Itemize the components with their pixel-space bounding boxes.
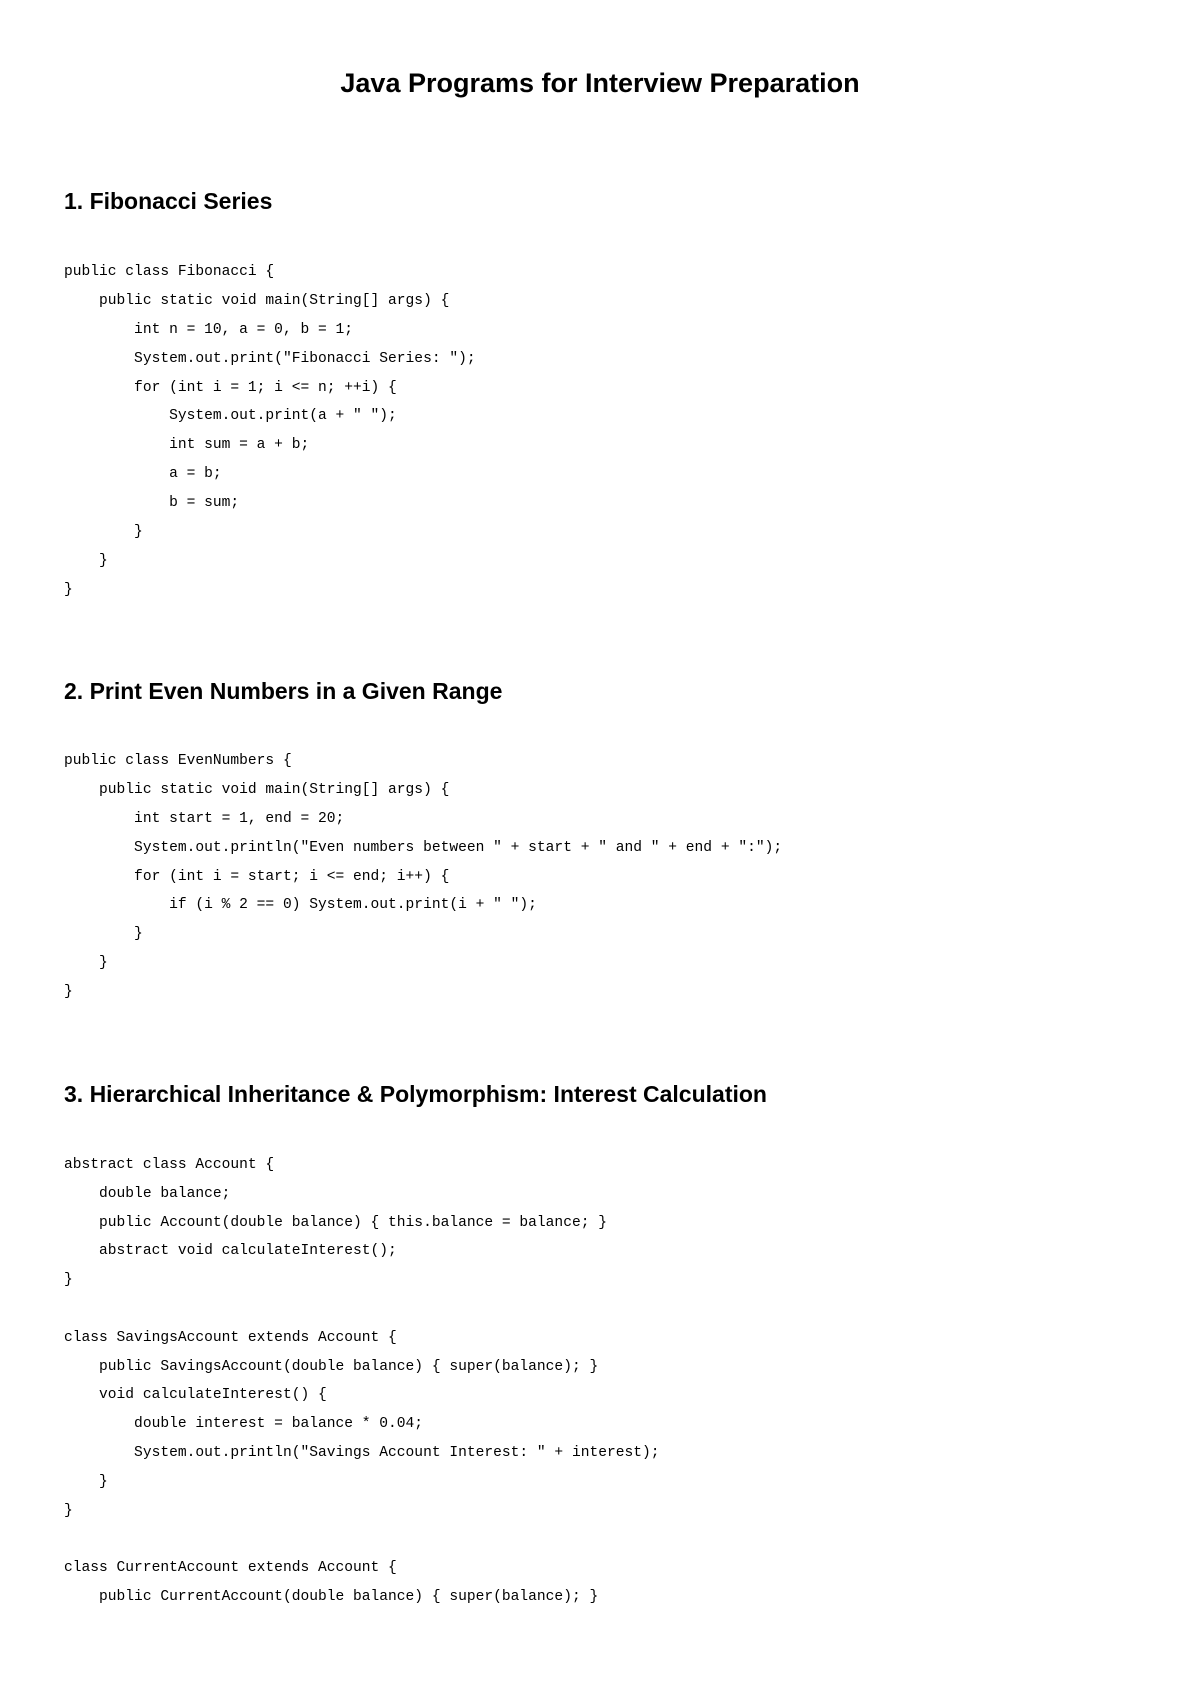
code-line: } <box>64 1502 73 1519</box>
code-line: } <box>64 581 73 598</box>
code-line: public Account(double balance) { this.balance = balance; } <box>64 1214 607 1231</box>
code-line <box>64 1295 660 1324</box>
code-line: abstract class Account { <box>64 1157 275 1173</box>
code-line: double interest = balance * 0.04; <box>64 1416 424 1433</box>
code-line: class SavingsAccount extends Account { <box>64 1329 397 1346</box>
code-line: public static void main(String[] args) { <box>64 292 450 309</box>
section-heading-even-numbers: 2. Print Even Numbers in a Given Range <box>64 678 503 704</box>
section-heading-inheritance: 3. Hierarchical Inheritance & Polymorphism: Interest Calculation <box>64 1081 767 1107</box>
code-line <box>64 1525 660 1554</box>
code-line: int sum = a + b; <box>64 437 310 454</box>
code-line: System.out.print("Fibonacci Series: "); <box>64 350 476 367</box>
code-line: } <box>64 524 143 541</box>
code-block-inheritance <box>64 1151 660 1612</box>
code-line: class CurrentAccount extends Account { <box>64 1560 397 1577</box>
code-line: System.out.print(a + " "); <box>64 408 397 425</box>
code-block-even-numbers <box>64 747 782 1007</box>
code-line: b = sum; <box>64 495 240 512</box>
code-line: System.out.println("Even numbers between " + start + " and " + end + ":"); <box>64 839 783 856</box>
code-line: } <box>64 984 73 1001</box>
code-line: } <box>64 1272 73 1289</box>
code-line: double balance; <box>64 1185 231 1202</box>
code-line: if (i % 2 == 0) System.out.print(i + " "); <box>64 897 537 914</box>
code-block-fibonacci <box>64 258 476 605</box>
code-line: public class Fibonacci { <box>64 264 275 280</box>
code-line: int start = 1, end = 20; <box>64 810 345 827</box>
code-line: abstract void calculateInterest(); <box>64 1243 397 1260</box>
code-line: a = b; <box>64 466 222 483</box>
code-line: for (int i = 1; i <= n; ++i) { <box>64 379 397 396</box>
code-line: } <box>64 1473 108 1490</box>
code-line: } <box>64 955 108 972</box>
code-line: int n = 10, a = 0, b = 1; <box>64 321 354 338</box>
code-line: } <box>64 552 108 569</box>
code-line: public static void main(String[] args) { <box>64 781 450 798</box>
code-line: public class EvenNumbers { <box>64 753 292 769</box>
code-line: void calculateInterest() { <box>64 1387 327 1404</box>
code-line: public SavingsAccount(double balance) { super(balance); } <box>64 1358 599 1375</box>
code-line: for (int i = start; i <= end; i++) { <box>64 868 450 885</box>
code-line: public CurrentAccount(double balance) { super(balance); } <box>64 1588 599 1605</box>
code-line: } <box>64 926 143 943</box>
document-title: Java Programs for Interview Preparation <box>340 68 860 98</box>
code-line: System.out.println("Savings Account Interest: " + interest); <box>64 1444 660 1461</box>
section-heading-fibonacci: 1. Fibonacci Series <box>64 188 273 214</box>
